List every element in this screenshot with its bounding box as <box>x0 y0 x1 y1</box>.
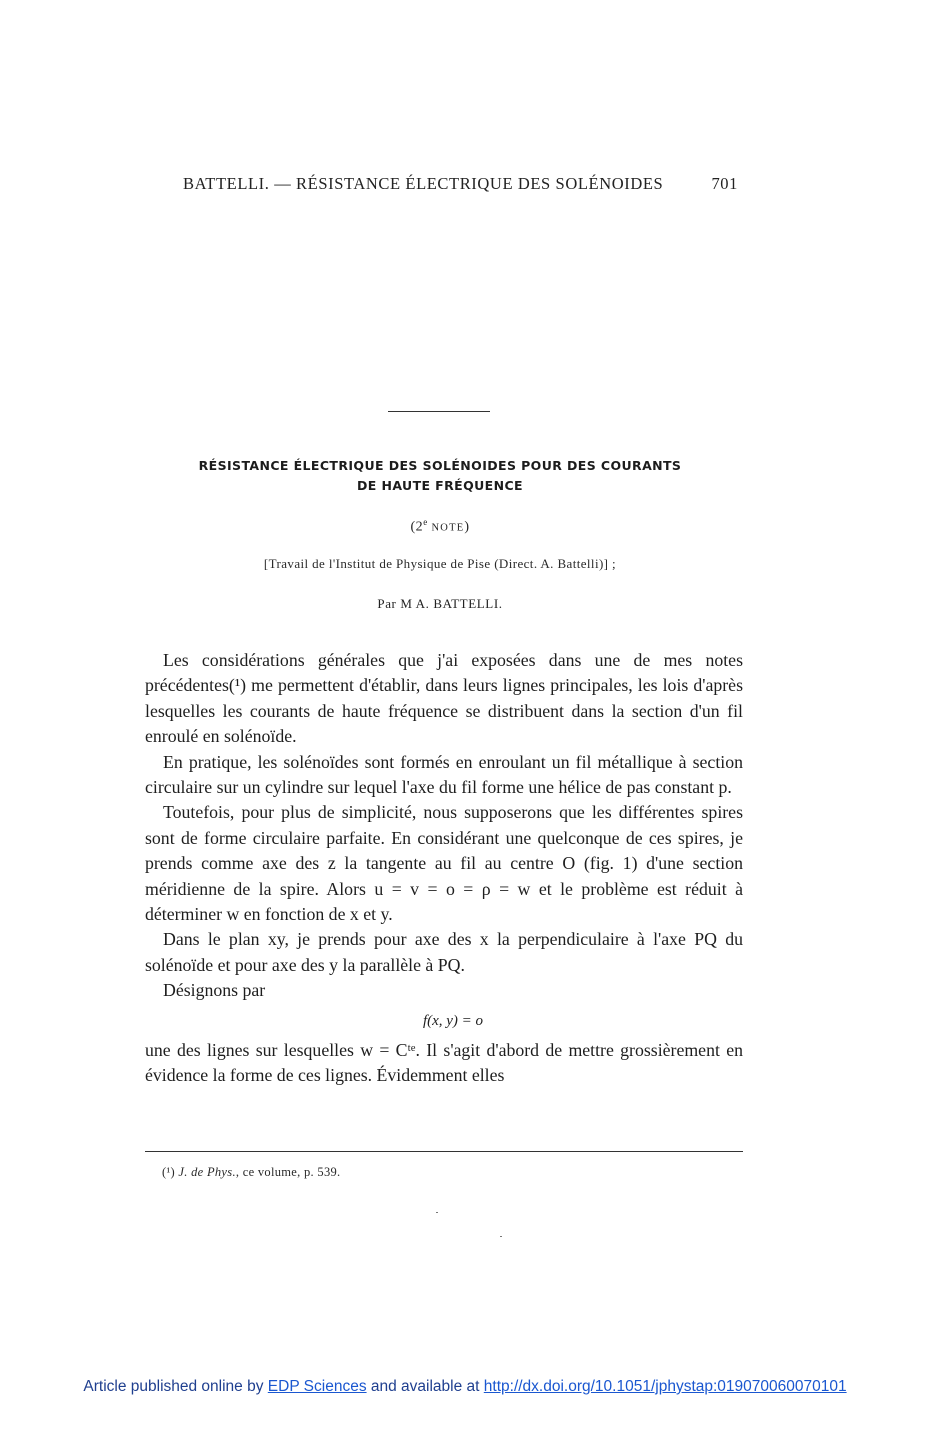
scan-speck <box>500 1236 502 1237</box>
footnote-marker: (¹) <box>162 1165 175 1179</box>
running-title: BATTELLI. — RÉSISTANCE ÉLECTRIQUE DES SOLÉNOIDES <box>183 174 664 193</box>
note-word: NOTE <box>427 522 465 534</box>
note-close: ) <box>464 519 470 535</box>
note-label <box>140 517 740 536</box>
paragraph-2: En pratique, les solénoïdes sont formés en enroulant un fil métallique à section circulaire sur un cylindre sur lequel l'axe du fil forme une hélice de pas constant p. <box>145 751 743 798</box>
author-line: Par M A. BATTELLI. <box>377 596 503 611</box>
article-title <box>140 456 740 496</box>
footnote-divider <box>145 1151 743 1152</box>
article-title-line-1: RÉSISTANCE ÉLECTRIQUE DES SOLÉNOIDES POUR DES COURANTS <box>198 458 682 473</box>
footnote <box>162 1165 722 1180</box>
note-open: (2 <box>410 519 424 535</box>
paragraph-4: Dans le plan xy, je prends pour axe des x la perpendiculaire à l'axe PQ du solénoïde et pour axe des y la parallèle à PQ. <box>145 929 743 975</box>
paragraph-1: Les considérations générales que j'ai exposées dans une de mes notes précédentes(¹) me permettent d'établir, dans leurs lignes principales, les lois d'après lesquelles les courants de haute fréquence se distribuent dans la section d'un fil enroulé en solénoïde. <box>145 650 743 747</box>
footnote-reference: , ce volume, p. 539. <box>235 1165 341 1179</box>
running-head <box>183 174 738 194</box>
article-title-line-2: DE HAUTE FRÉQUENCE <box>357 478 523 493</box>
doi-link[interactable]: http://dx.doi.org/10.1051/jphystap:019070060070101 <box>483 1378 847 1395</box>
article-body <box>145 648 743 1089</box>
paragraph-5: Désignons par <box>163 980 266 1001</box>
publisher-link[interactable]: EDP Sciences <box>267 1378 367 1395</box>
footnote-journal: J. de Phys. <box>178 1165 236 1179</box>
publisher-middle: and available at <box>366 1378 484 1395</box>
section-divider <box>388 411 490 412</box>
paragraph-6: une des lignes sur lesquelles w = Cᵗᵉ. Il s'agit d'abord de mettre grossièrement en évidence la forme de ces lignes. Évidemment elles <box>145 1039 743 1086</box>
scan-speck <box>436 1212 438 1213</box>
page-number: 701 <box>711 174 738 193</box>
paragraph-3: Toutefois, pour plus de simplicité, nous supposerons que les différentes spires sont de forme circulaire parfaite. En considérant une quelconque de ces spires, je prends comme axe des z la tangente au fil au centre O (fig. 1) d'une section méridienne de la spire. Alors u = v = o = ρ = w et le problème est réduit à déterminer w en fonction de x et y. <box>145 802 743 925</box>
publisher-line <box>0 1378 930 1396</box>
equation: f(x, y) = o <box>422 1012 484 1029</box>
publisher-prefix: Article published online by <box>83 1378 268 1395</box>
affiliation: [Travail de l'Institut de Physique de Pise (Direct. A. Battelli)] ; <box>263 556 617 571</box>
note-superscript: e <box>423 517 428 527</box>
